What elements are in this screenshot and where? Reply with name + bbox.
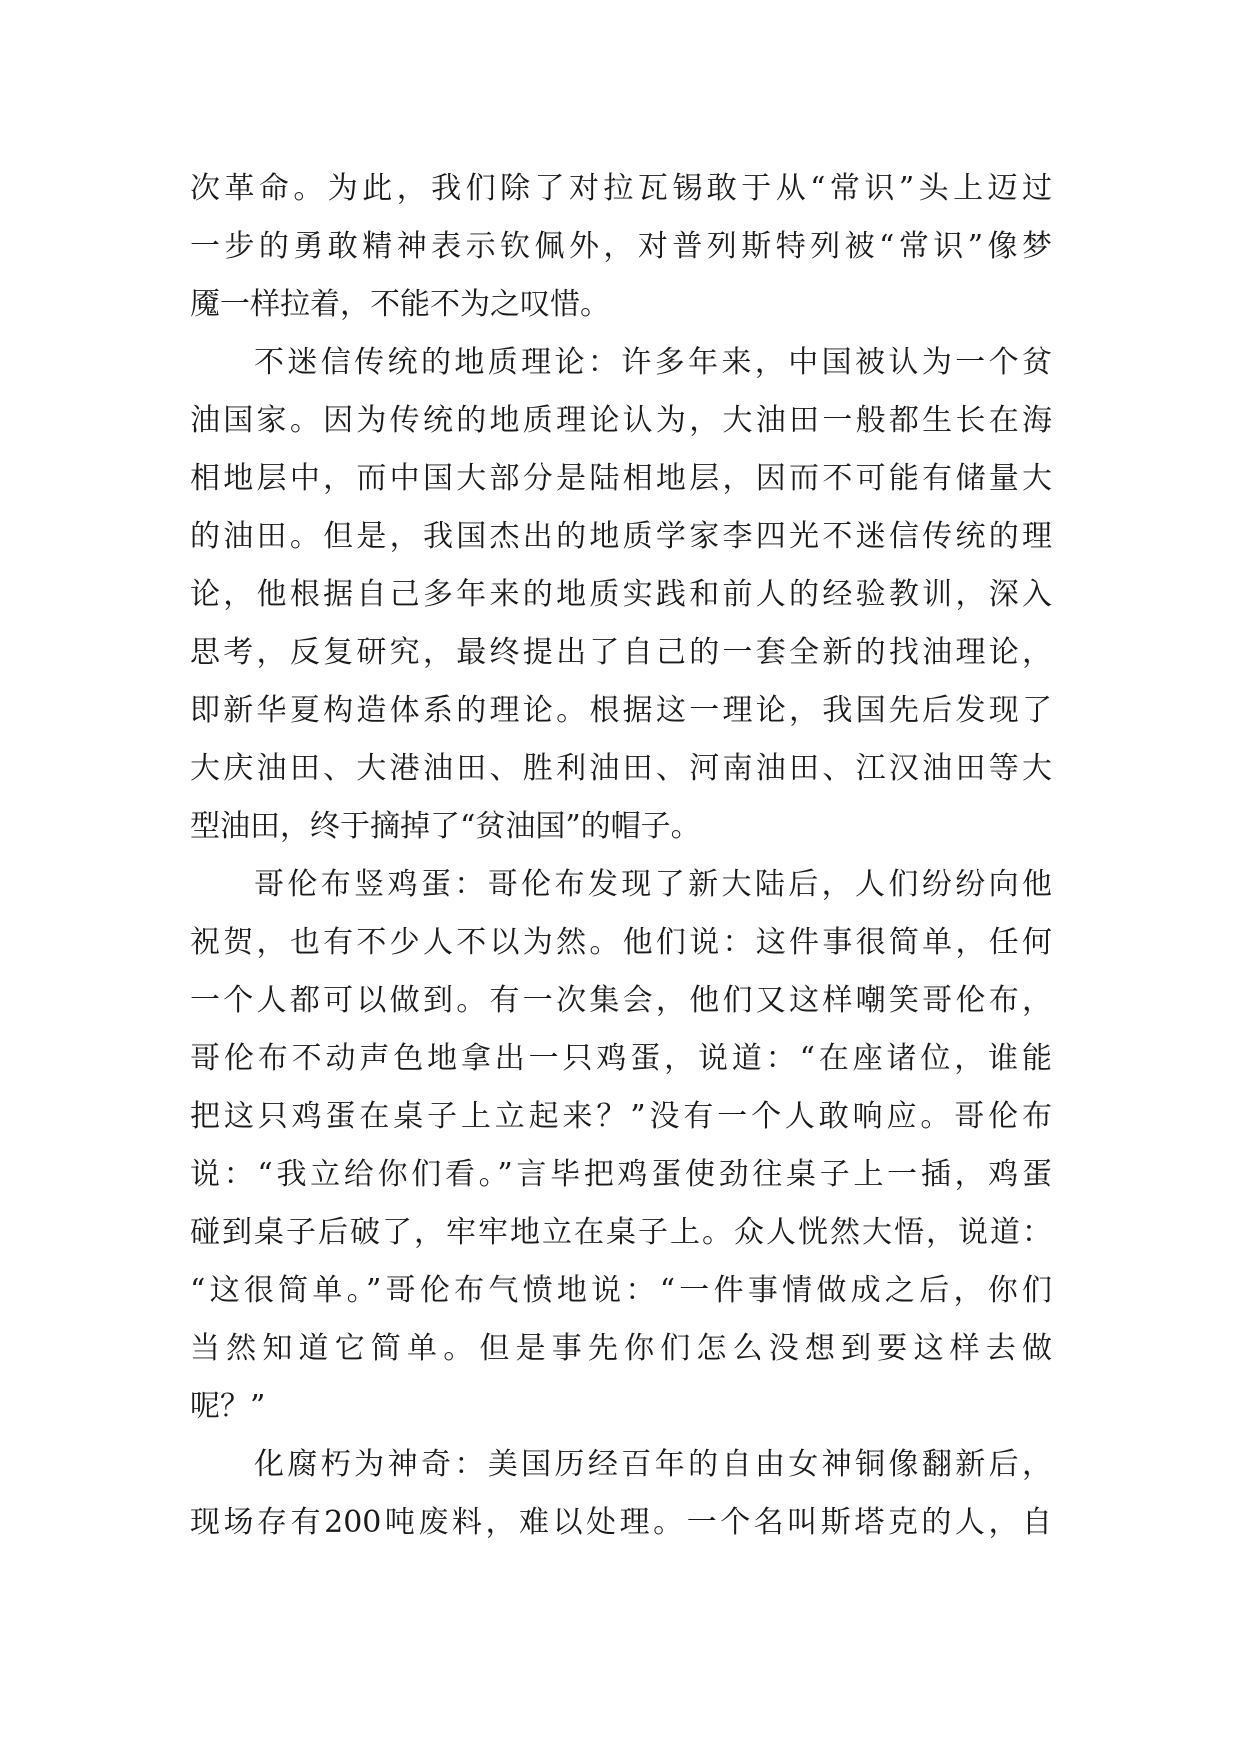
paragraph-3-line-8: “这很简单。”哥伦布气愤地说：“一件事情做成之后，你们 [190, 1273, 1052, 1308]
paragraph-2-line-8: 大庆油田、大港油田、胜利油田、河南油田、江汉油田等大 [190, 751, 1052, 786]
paragraph-4-line-2: 现场存有200吨废料，难以处理。一个名叫斯塔克的人，自 [190, 1505, 1052, 1540]
paragraph-1-line-1: 次革命。为此，我们除了对拉瓦锡敢于从“常识”头上迈过 [190, 171, 1052, 206]
paragraph-3-line-4: 哥伦布不动声色地拿出一只鸡蛋，说道：“在座诸位，谁能 [190, 1041, 1052, 1076]
paragraph-1-line-2: 一步的勇敢精神表示钦佩外，对普列斯特列被“常识”像梦 [190, 229, 1052, 264]
paragraph-2-line-3: 相地层中，而中国大部分是陆相地层，因而不可能有储量大 [190, 461, 1052, 496]
paragraph-2-line-7: 即新华夏构造体系的理论。根据这一理论，我国先后发现了 [190, 693, 1052, 728]
paragraph-4-line-1: 化腐朽为神奇：美国历经百年的自由女神铜像翻新后， [254, 1447, 1052, 1482]
paragraph-3-line-6: 说：“我立给你们看。”言毕把鸡蛋使劲往桌子上一插，鸡蛋 [190, 1157, 1052, 1192]
paragraph-2-line-1: 不迷信传统的地质理论：许多年来，中国被认为一个贫 [254, 345, 1052, 380]
paragraph-2-line-4: 的油田。但是，我国杰出的地质学家李四光不迷信传统的理 [190, 519, 1052, 554]
paragraph-3-line-2: 祝贺，也有不少人不以为然。他们说：这件事很简单，任何 [190, 925, 1052, 960]
paragraph-2-line-6: 思考，反复研究，最终提出了自己的一套全新的找油理论， [190, 635, 1052, 670]
paragraph-3-line-5: 把这只鸡蛋在桌子上立起来？”没有一个人敢响应。哥伦布 [190, 1099, 1052, 1134]
paragraph-3-line-1: 哥伦布竖鸡蛋：哥伦布发现了新大陆后，人们纷纷向他 [254, 867, 1052, 902]
paragraph-1-line-3: 魇一样拉着，不能不为之叹惜。 [190, 287, 610, 322]
paragraph-3-line-7: 碰到桌子后破了，牢牢地立在桌子上。众人恍然大悟，说道： [190, 1215, 1052, 1250]
paragraph-2-line-5: 论，他根据自己多年来的地质实践和前人的经验教训，深入 [190, 577, 1052, 612]
document-body [190, 160, 1052, 1552]
paragraph-3-line-9: 当然知道它简单。但是事先你们怎么没想到要这样去做 [190, 1331, 1052, 1366]
paragraph-2-line-9: 型油田，终于摘掉了“贫油国”的帽子。 [190, 809, 701, 844]
paragraph-2-line-2: 油国家。因为传统的地质理论认为，大油田一般都生长在海 [190, 403, 1052, 438]
paragraph-3-line-3: 一个人都可以做到。有一次集会，他们又这样嘲笑哥伦布， [190, 983, 1052, 1018]
paragraph-3-line-10: 呢？” [190, 1389, 266, 1424]
